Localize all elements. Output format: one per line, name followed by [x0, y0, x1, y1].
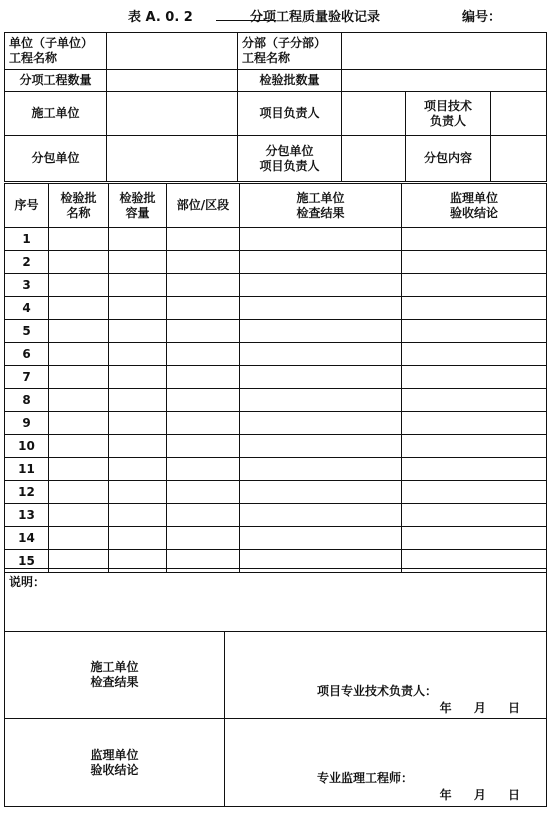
- supervision-conclusion-cell[interactable]: [402, 297, 547, 320]
- row-serial-no: 14: [5, 527, 49, 550]
- subcontractor-manager-label: 分包单位 项目负责人: [238, 136, 342, 182]
- location-cell[interactable]: [167, 320, 240, 343]
- batch-capacity-cell[interactable]: [109, 481, 167, 504]
- row-serial-no: 7: [5, 366, 49, 389]
- header-location: 部位/区段: [167, 184, 240, 228]
- supervision-conclusion-cell[interactable]: [402, 251, 547, 274]
- row-serial-no: 10: [5, 435, 49, 458]
- division-project-name-value[interactable]: [342, 33, 547, 70]
- location-cell[interactable]: [167, 389, 240, 412]
- header-supervision-conclusion: 监理单位 验收结论: [402, 184, 547, 228]
- supervision-conclusion-cell[interactable]: [402, 504, 547, 527]
- construction-check-cell[interactable]: [240, 389, 402, 412]
- batch-count-label: 检验批数量: [238, 70, 342, 92]
- supervision-conclusion-cell[interactable]: [402, 412, 547, 435]
- supervision-conclusion-cell[interactable]: [402, 320, 547, 343]
- batch-name-cell[interactable]: [49, 435, 109, 458]
- unit-project-name-label: 单位（子单位） 工程名称: [5, 33, 107, 70]
- subcontractor-value[interactable]: [107, 136, 238, 182]
- location-cell[interactable]: [167, 481, 240, 504]
- batch-capacity-cell[interactable]: [109, 274, 167, 297]
- batch-name-cell[interactable]: [49, 343, 109, 366]
- construction-check-cell[interactable]: [240, 228, 402, 251]
- project-info-table: [4, 32, 547, 182]
- batch-name-cell[interactable]: [49, 297, 109, 320]
- header-construction-check: 施工单位 检查结果: [240, 184, 402, 228]
- batch-name-cell[interactable]: [49, 389, 109, 412]
- location-cell[interactable]: [167, 458, 240, 481]
- location-cell[interactable]: [167, 412, 240, 435]
- supervision-signature-cell[interactable]: [225, 719, 547, 807]
- supervision-conclusion-cell[interactable]: [402, 481, 547, 504]
- table-row: [5, 343, 547, 366]
- location-cell[interactable]: [167, 251, 240, 274]
- table-row: [5, 366, 547, 389]
- batch-capacity-cell[interactable]: [109, 251, 167, 274]
- number-label: 编号：: [462, 10, 502, 25]
- batch-capacity-cell[interactable]: [109, 389, 167, 412]
- construction-unit-label: 施工单位: [5, 92, 107, 136]
- technical-manager-label: 项目技术 负责人: [406, 92, 491, 136]
- construction-check-cell[interactable]: [240, 251, 402, 274]
- construction-check-cell[interactable]: [240, 504, 402, 527]
- construction-unit-value[interactable]: [107, 92, 238, 136]
- batch-capacity-cell[interactable]: [109, 412, 167, 435]
- supervision-conclusion-cell[interactable]: [402, 458, 547, 481]
- row-serial-no: 11: [5, 458, 49, 481]
- subcontractor-manager-value[interactable]: [342, 136, 406, 182]
- table-row: [5, 481, 547, 504]
- table-row: [5, 435, 547, 458]
- batch-capacity-cell[interactable]: [109, 435, 167, 458]
- supervision-conclusion-cell[interactable]: [402, 389, 547, 412]
- division-project-name-label: 分部（子分部） 工程名称: [238, 33, 342, 70]
- row-serial-no: 3: [5, 274, 49, 297]
- row-serial-no: 15: [5, 550, 49, 573]
- construction-check-cell[interactable]: [240, 320, 402, 343]
- form-title: 分项工程质量验收记录: [250, 10, 381, 25]
- construction-check-cell[interactable]: [240, 412, 402, 435]
- construction-check-cell[interactable]: [240, 274, 402, 297]
- row-serial-no: 13: [5, 504, 49, 527]
- location-cell[interactable]: [167, 228, 240, 251]
- batch-count-value[interactable]: [342, 70, 547, 92]
- header-serial-no: 序号: [5, 184, 49, 228]
- batch-capacity-cell[interactable]: [109, 297, 167, 320]
- table-title: [0, 6, 550, 26]
- batch-name-cell[interactable]: [49, 274, 109, 297]
- header-row: [5, 184, 547, 228]
- batch-name-cell[interactable]: [49, 412, 109, 435]
- row-serial-no: 4: [5, 297, 49, 320]
- row-serial-no: 6: [5, 343, 49, 366]
- supervision-conclusion-cell[interactable]: [402, 228, 547, 251]
- batch-name-cell[interactable]: [49, 320, 109, 343]
- batch-name-cell[interactable]: [49, 366, 109, 389]
- batch-capacity-cell[interactable]: [109, 366, 167, 389]
- footer-table: [4, 568, 547, 807]
- subitem-count-label: 分项工程数量: [5, 70, 107, 92]
- location-cell[interactable]: [167, 435, 240, 458]
- batch-name-cell[interactable]: [49, 458, 109, 481]
- location-cell[interactable]: [167, 366, 240, 389]
- construction-check-cell[interactable]: [240, 366, 402, 389]
- batch-capacity-cell[interactable]: [109, 228, 167, 251]
- subcontract-content-label: 分包内容: [406, 136, 491, 182]
- location-cell[interactable]: [167, 504, 240, 527]
- supervision-conclusion-cell[interactable]: [402, 274, 547, 297]
- table-row: [5, 274, 547, 297]
- subcontractor-label: 分包单位: [5, 136, 107, 182]
- batch-capacity-cell[interactable]: [109, 343, 167, 366]
- note-label: 说明：: [9, 575, 46, 589]
- subitem-count-value[interactable]: [107, 70, 238, 92]
- batch-name-cell[interactable]: [49, 251, 109, 274]
- construction-signature-cell[interactable]: [225, 632, 547, 719]
- supervision-conclusion-cell[interactable]: [402, 366, 547, 389]
- construction-check-cell[interactable]: [240, 435, 402, 458]
- construction-check-cell[interactable]: [240, 481, 402, 504]
- table-row: [5, 320, 547, 343]
- header-batch-name: 检验批 名称: [49, 184, 109, 228]
- construction-check-cell[interactable]: [240, 527, 402, 550]
- location-cell[interactable]: [167, 343, 240, 366]
- supervision-conclusion-cell[interactable]: [402, 527, 547, 550]
- batch-name-cell[interactable]: [49, 481, 109, 504]
- batch-capacity-cell[interactable]: [109, 504, 167, 527]
- construction-check-cell[interactable]: [240, 297, 402, 320]
- batch-capacity-cell[interactable]: [109, 320, 167, 343]
- row-serial-no: 2: [5, 251, 49, 274]
- batch-name-cell[interactable]: [49, 527, 109, 550]
- project-manager-value[interactable]: [342, 92, 406, 136]
- batch-name-cell[interactable]: [49, 504, 109, 527]
- location-cell[interactable]: [167, 274, 240, 297]
- table-row: [5, 389, 547, 412]
- location-cell[interactable]: [167, 527, 240, 550]
- row-serial-no: 8: [5, 389, 49, 412]
- construction-check-label: 施工单位 检查结果: [5, 632, 225, 719]
- technical-manager-value[interactable]: [491, 92, 547, 136]
- row-serial-no: 5: [5, 320, 49, 343]
- inspection-batch-table: [4, 183, 547, 573]
- batch-name-cell[interactable]: [49, 228, 109, 251]
- project-manager-label: 项目负责人: [238, 92, 342, 136]
- unit-project-name-value[interactable]: [107, 33, 238, 70]
- location-cell[interactable]: [167, 297, 240, 320]
- batch-capacity-cell[interactable]: [109, 458, 167, 481]
- table-row: [5, 504, 547, 527]
- row-serial-no: 12: [5, 481, 49, 504]
- table-row: [5, 297, 547, 320]
- supervision-signer-label: 专业监理工程师：: [317, 771, 414, 785]
- construction-signer-label: 项目专业技术负责人：: [317, 684, 438, 698]
- row-serial-no: 1: [5, 228, 49, 251]
- table-row: [5, 527, 547, 550]
- row-serial-no: 9: [5, 412, 49, 435]
- table-number: 表 A. 0. 2: [128, 10, 193, 25]
- supervision-conclusion-label: 监理单位 验收结论: [5, 719, 225, 807]
- supervision-conclusion-cell[interactable]: [402, 343, 547, 366]
- supervision-date: 年 月 日: [439, 788, 521, 802]
- table-row: [5, 228, 547, 251]
- construction-check-cell[interactable]: [240, 343, 402, 366]
- subcontract-content-value[interactable]: [491, 136, 547, 182]
- construction-check-cell[interactable]: [240, 458, 402, 481]
- note-cell[interactable]: [5, 569, 547, 632]
- table-row: [5, 251, 547, 274]
- supervision-conclusion-cell[interactable]: [402, 435, 547, 458]
- header-batch-capacity: 检验批 容量: [109, 184, 167, 228]
- table-row: [5, 412, 547, 435]
- table-row: [5, 458, 547, 481]
- construction-date: 年 月 日: [439, 701, 521, 715]
- batch-capacity-cell[interactable]: [109, 527, 167, 550]
